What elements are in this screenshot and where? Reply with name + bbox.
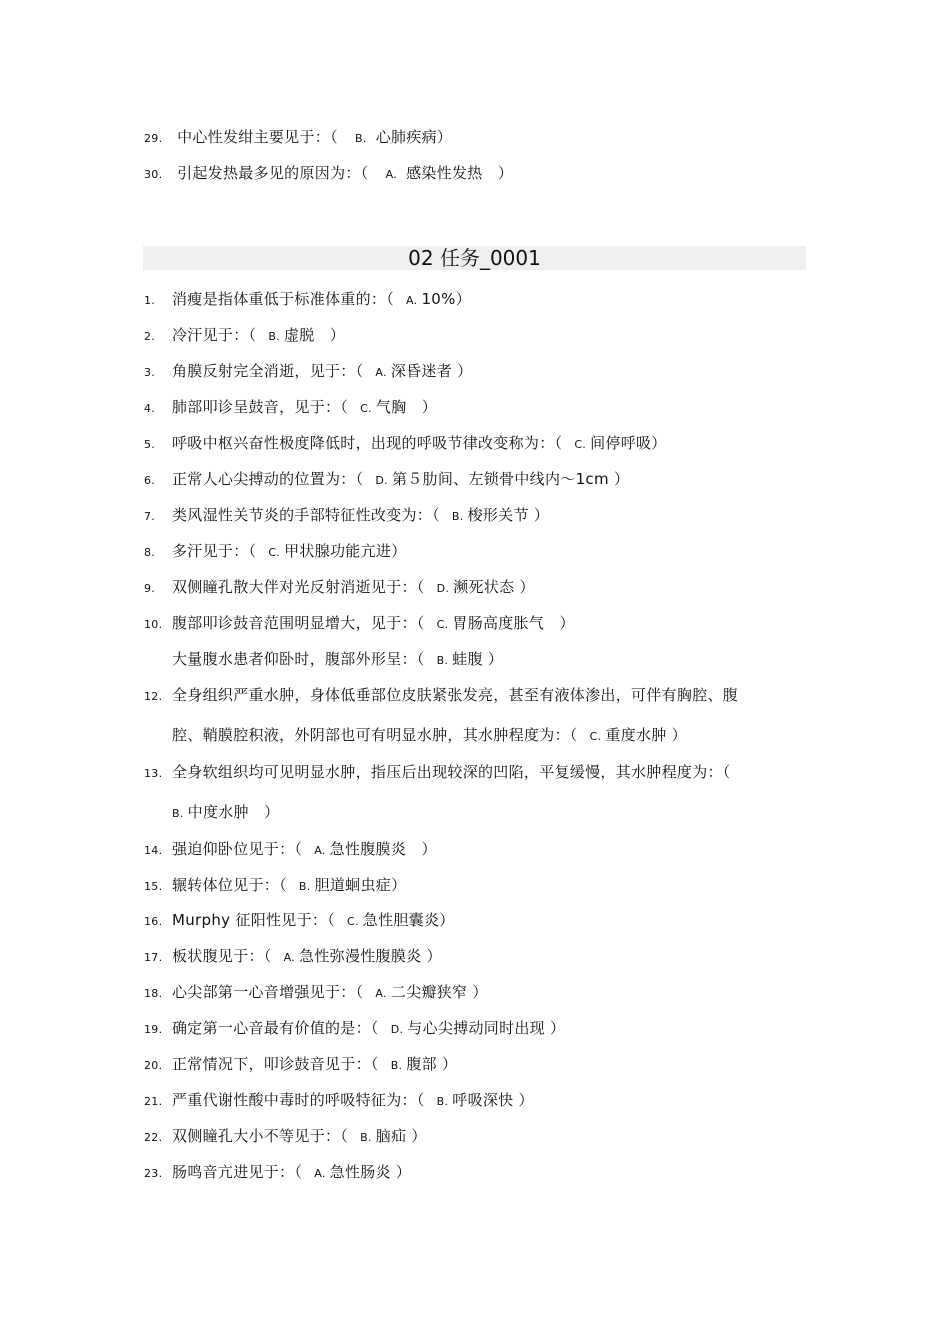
answer-text: 脑疝 ） [375,1127,427,1145]
answer-text: 间停呼吸） [590,434,667,452]
question-number: 23. [144,1167,163,1180]
question-line [144,801,830,825]
question-line [144,126,830,150]
question-number: 30. [144,168,163,181]
answer-letter: A. [375,366,387,379]
question-line [144,1125,830,1149]
answer-letter: B. [451,510,464,523]
question-number: 22. [144,1131,163,1144]
question-line [144,540,830,564]
question-line [144,324,830,348]
question-text: 辗转体位见于：（ [172,876,287,894]
question-number: 6. [144,474,156,487]
answer-text: 10%） [421,290,471,308]
question-number: 16. [144,915,163,928]
answer-letter: C. [436,618,449,631]
answer-letter: B. [268,330,280,343]
question-number: 5. [144,438,156,451]
question-line [144,1161,830,1185]
answer-text: 深昏迷者 ） [390,362,473,380]
question-text: 严重代谢性酸中毒时的呼吸特征为：（ [172,1091,425,1109]
answer-text: 虚脱 ） [283,326,346,344]
question-text: 多汗见于：（ [172,542,257,560]
question-text: 类风湿性关节炎的手部特征性改变为：（ [172,506,440,524]
question-number: 13. [144,767,163,780]
question-line [144,396,830,420]
question-text: 冷汗见于：（ [172,326,257,344]
answer-letter: D. [390,1023,404,1036]
answer-text: 中度水肿 ） [187,803,280,821]
answer-letter: A. [314,844,326,857]
question-text: 角膜反射完全消逝，见于：（ [172,362,364,380]
question-text: 消瘦是指体重低于标准体重的：（ [172,290,395,308]
answer-letter: C. [574,438,587,451]
question-number: 3. [144,366,156,379]
answer-text: 甲状腺功能亢进） [284,542,407,560]
question-number: 10. [144,618,163,631]
question-number: 4. [144,402,156,415]
question-text: 全身软组织均可见明显水肿，指压后出现较深的凹陷，平复缓慢，其水肿程度为：（ [172,763,731,781]
question-number: 8. [144,546,156,559]
question-number: 19. [144,1023,163,1036]
question-number: 20. [144,1059,163,1072]
question-number: 7. [144,510,156,523]
question-text: 正常人心尖搏动的位置为：（ [172,470,364,488]
answer-letter: B. [436,1095,449,1108]
question-line [144,504,830,528]
question-text: 双侧瞳孔散大伴对光反射消逝见于：（ [172,578,425,596]
question-number: 9. [144,582,156,595]
section-title: 02 任务_0001 [143,246,806,270]
answer-letter: B. [390,1059,403,1072]
answer-letter: C. [589,730,602,743]
question-line [144,288,830,312]
question-line [144,648,830,672]
answer-letter: C. [347,915,359,928]
question-number: 15. [144,880,163,893]
answer-letter: B. [360,1131,372,1144]
answer-letter: B. [172,807,184,820]
question-text: 肺部叩诊呈鼓音，见于：（ [172,398,349,416]
answer-text: 急性胆囊炎） [362,911,455,929]
question-number: 29. [144,132,163,145]
question-text: 引起发热最多见的原因为：（ [177,164,369,182]
answer-text: 腹部 ） [406,1055,458,1073]
question-text: 中心性发绀主要见于：（ [177,128,338,146]
question-text: 呼吸中枢兴奋性极度降低时，出现的呼吸节律改变称为：（ [172,434,563,452]
answer-text: 急性肠炎 ） [329,1163,412,1181]
answer-letter: D. [436,582,450,595]
question-line [144,162,830,186]
answer-letter: A. [406,294,418,307]
answer-text: 梭形关节 ） [467,506,550,524]
question-line [144,612,830,636]
question-text: Murphy 征阳性见于：（ [172,911,335,929]
question-text: 大量腹水患者仰卧时，腹部外形呈：（ [172,650,425,668]
answer-letter: D. [375,474,388,487]
answer-letter: B. [298,880,311,893]
answer-letter: B. [354,132,367,145]
answer-text: 感染性发热 ） [406,164,514,182]
question-line [144,1053,830,1077]
answer-letter: A. [314,1167,326,1180]
answer-text: 呼吸深快 ） [452,1091,534,1109]
question-text: 肠鸣音亢进见于：（ [172,1163,303,1181]
question-line [144,576,830,600]
question-text: 确定第一心音最有价值的是：（ [172,1019,379,1037]
question-line [144,360,830,384]
answer-text: 第５肋间、左锁骨中线内～1cm ） [391,470,630,488]
question-line [144,724,830,748]
question-number: 17. [144,951,163,964]
question-line [144,981,830,1005]
answer-text: 气胸 ） [375,398,438,416]
answer-text: 蛙腹 ） [452,650,504,668]
answer-text: 急性腹膜炎 ） [329,840,437,858]
answer-text: 重度水肿 ） [605,726,687,744]
question-text: 全身组织严重水肿，身体低垂部位皮肤紧张发亮，甚至有液体渗出，可伴有胸腔、腹 [172,686,739,704]
answer-text: 心肺疾病） [375,128,453,146]
question-line [144,874,830,898]
answer-letter: A. [385,168,397,181]
answer-text: 二尖瓣狭窄 ） [390,983,488,1001]
question-line [144,909,830,933]
question-text: 腹部叩诊鼓音范围明显增大，见于：（ [172,614,425,632]
question-text: 双侧瞳孔大小不等见于：（ [172,1127,349,1145]
answer-text: 与心尖搏动同时出现 ） [407,1019,566,1037]
question-text: 板状腹见于：（ [172,947,272,965]
question-line [144,432,830,456]
answer-letter: A. [283,951,296,964]
question-text: 腔、鞘膜腔积液，外阴部也可有明显水肿，其水肿程度为：（ [172,726,578,744]
answer-text: 胆道蛔虫症） [314,876,407,894]
question-line [144,1089,830,1113]
answer-text: 濒死状态 ） [453,578,535,596]
answer-text: 急性弥漫性腹膜炎 ） [299,947,442,965]
question-number: 2. [144,330,156,343]
answer-letter: C. [268,546,281,559]
answer-letter: B. [436,654,449,667]
question-line [144,838,830,862]
question-number: 21. [144,1095,163,1108]
question-number: 1. [144,294,156,307]
answer-text: 胃肠高度胀气 ） [452,614,575,632]
question-text: 强迫仰卧位见于：（ [172,840,303,858]
question-line [144,684,830,708]
question-line [144,468,830,492]
question-number: 12. [144,690,163,703]
question-line [144,761,830,785]
answer-letter: A. [375,987,387,1000]
question-line [144,945,830,969]
question-line [144,1017,830,1041]
question-text: 心尖部第一心音增强见于：（ [172,983,364,1001]
answer-letter: C. [360,402,372,415]
question-number: 14. [144,844,163,857]
question-number: 18. [144,987,163,1000]
question-text: 正常情况下，叩诊鼓音见于：（ [172,1055,379,1073]
